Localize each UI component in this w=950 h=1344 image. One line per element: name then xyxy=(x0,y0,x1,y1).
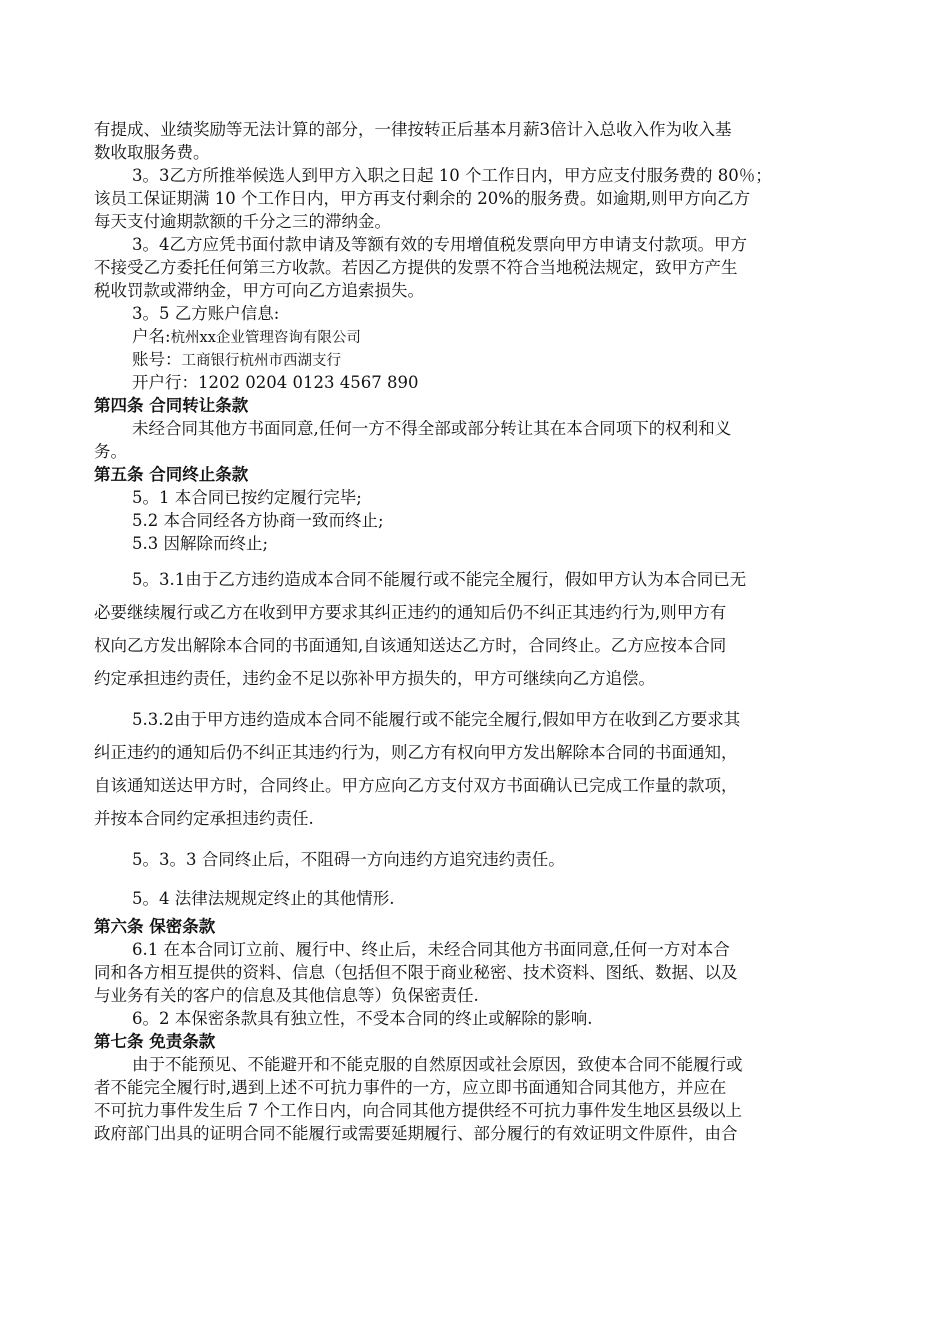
clause-5-4: 5。4 法律法规规定终止的其他情形. xyxy=(132,889,395,908)
clause-5-3: 5.3 因解除而终止; xyxy=(132,534,269,553)
clause-5-3-3: 5。3。3 合同终止后，不阻碍一方向违约方追究违约责任。 xyxy=(132,850,565,869)
text-line: 该员工保证期满 10 个工作日内，甲方再支付剩余的 20%的服务费。如逾期,则甲方向乙方 xyxy=(94,189,751,208)
text-line: 自该通知送达甲方时，合同终止。甲方应向乙方支付双方书面确认已完成工作量的款项， xyxy=(94,776,738,795)
clause-6-2: 6。2 本保密条款具有独立性，不受本合同的终止或解除的影响. xyxy=(132,1009,593,1028)
text-line: 者不能完全履行时,遇到上述不可抗力事件的一方，应立即书面通知合同其他方，并应在 xyxy=(94,1078,727,1097)
account-number-value: 工商银行杭州市西湖支行 xyxy=(181,353,341,369)
account-name-label: 户名: xyxy=(132,327,171,346)
text-line: 权向乙方发出解除本合同的书面通知,自该通知送达乙方时，合同终止。乙方应按本合同 xyxy=(94,636,727,655)
text-line: 同和各方相互提供的资料、信息（包括但不限于商业秘密、技术资料、图纸、数据、以及 xyxy=(94,963,738,982)
account-number-row xyxy=(94,348,856,371)
account-number-label: 账号： xyxy=(132,350,182,369)
text-line: 并按本合同约定承担违约责任. xyxy=(94,809,314,828)
text-line: 政府部门出具的证明合同不能履行或需要延期履行、部分履行的有效证明文件原件，由合 xyxy=(94,1124,738,1143)
clause-5-3-2: 5.3.2由于甲方违约造成本合同不能履行或不能完全履行,假如甲方在收到乙方要求其 xyxy=(132,710,741,729)
text-line: 不接受乙方委托任何第三方收款。若因乙方提供的发票不符合当地税法规定，致甲方产生 xyxy=(94,258,738,277)
text-line: 务。 xyxy=(94,442,127,461)
text-line: 不可抗力事件发生后 7 个工作日内，向合同其他方提供经不可抗力事件发生地区县级以上 xyxy=(94,1101,742,1120)
clause-5-2: 5.2 本合同经各方协商一致而终止; xyxy=(132,511,384,530)
article-6-heading: 第六条 保密条款 xyxy=(94,917,216,936)
clause-5-1: 5。1 本合同已按约定履行完毕; xyxy=(132,488,362,507)
text-line: 约定承担违约责任，违约金不足以弥补甲方损失的，甲方可继续向乙方追偿。 xyxy=(94,669,655,688)
text-line: 必要继续履行或乙方在收到甲方要求其纠正违约的通知后仍不纠正其违约行为,则甲方有 xyxy=(94,603,727,622)
account-name-row xyxy=(94,325,856,348)
text-line: 未经合同其他方书面同意,任何一方不得全部或部分转让其在本合同项下的权利和义 xyxy=(132,419,732,438)
bank-row: 开户行：1202 0204 0123 4567 890 xyxy=(132,373,419,392)
text-line: 税收罚款或滞纳金，甲方可向乙方追索损失。 xyxy=(94,281,424,300)
clause-3-3: 3。3乙方所推举候选人到甲方入职之日起 10 个工作日内，甲方应支付服务费的 80％； xyxy=(132,166,772,185)
account-name-value: 杭州xx企业管理咨询有限公司 xyxy=(170,330,361,346)
clause-3-4: 3。4乙方应凭书面付款申请及等额有效的专用增值税发票向甲方申请支付款项。甲方 xyxy=(132,235,747,254)
article-7-heading: 第七条 免责条款 xyxy=(94,1032,216,1051)
text-line: 有提成、业绩奖励等无法计算的部分，一律按转正后基本月薪3倍计入总收入作为收入基 xyxy=(94,120,732,139)
text-line: 每天支付逾期款额的千分之三的滞纳金。 xyxy=(94,212,391,231)
text-line: 由于不能预见、不能避开和不能克服的自然原因或社会原因，致使本合同不能履行或 xyxy=(132,1055,743,1074)
text-line: 纠正违约的通知后仍不纠正其违约行为，则乙方有权向甲方发出解除本合同的书面通知， xyxy=(94,743,738,762)
article-5-heading: 第五条 合同终止条款 xyxy=(94,465,249,484)
text-line: 数收取服务费。 xyxy=(94,143,210,162)
clause-6-1: 6.1 在本合同订立前、履行中、终止后，未经合同其他方书面同意,任何一方对本合 xyxy=(132,940,730,959)
clause-5-3-1: 5。3.1由于乙方违约造成本合同不能履行或不能完全履行，假如甲方认为本合同已无 xyxy=(132,570,747,589)
article-4-heading: 第四条 合同转让条款 xyxy=(94,396,249,415)
document-page xyxy=(94,118,856,1145)
text-line: 与业务有关的客户的信息及其他信息等）负保密责任. xyxy=(94,986,479,1005)
clause-3-5: 3。5 乙方账户信息: xyxy=(132,304,280,323)
